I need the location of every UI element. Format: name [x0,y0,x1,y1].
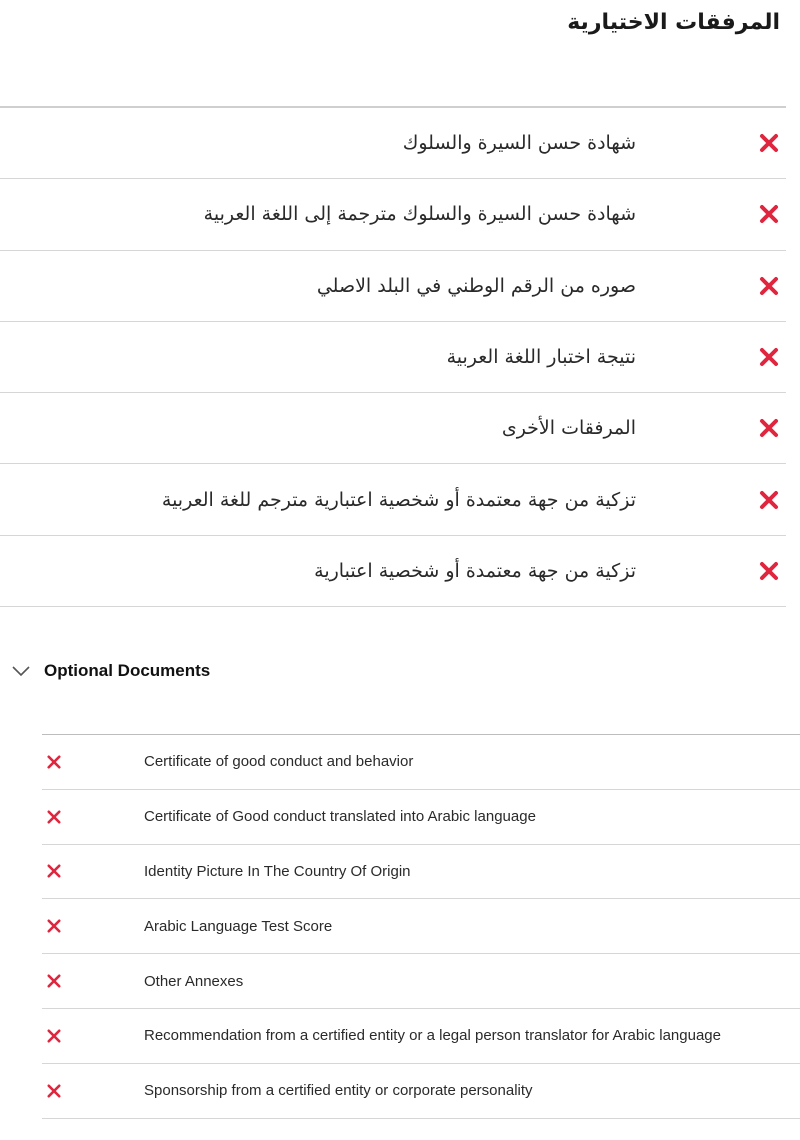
arabic-document-row [0,179,786,250]
close-icon [757,345,781,369]
optional-documents-title: Optional Documents [44,661,211,680]
close-icon [757,274,781,298]
chevron-down-icon[interactable] [10,660,32,682]
english-document-label: Sponsorship from a certified entity or corporate personality [144,1082,533,1100]
close-icon [45,808,63,826]
arabic-document-list [0,106,786,607]
english-document-row [42,1064,800,1119]
arabic-document-label: نتيجة اختبار اللغة العربية [446,346,636,369]
arabic-document-row [0,536,786,607]
arabic-document-row [0,393,786,464]
close-icon [757,202,781,226]
arabic-document-row [0,322,786,393]
optional-documents-header[interactable] [10,655,210,687]
arabic-document-label: صوره من الرقم الوطني في البلد الاصلي [316,274,636,297]
english-document-label: Identity Picture In The Country Of Origin [144,862,411,880]
close-icon [757,131,781,155]
close-icon [45,1082,63,1100]
english-document-label: Certificate of good conduct and behavior [144,753,414,771]
close-icon [45,917,63,935]
english-document-row [42,954,800,1009]
english-document-row [42,845,800,900]
close-icon [45,1027,63,1045]
arabic-document-label: المرفقات الأخرى [501,417,636,440]
arabic-document-label: تزكية من جهة معتمدة أو شخصية اعتبارية [314,559,636,582]
close-icon [757,488,781,512]
close-icon [757,559,781,583]
english-document-list [42,734,800,1119]
close-icon [45,753,63,771]
english-document-row [42,899,800,954]
arabic-document-label: شهادة حسن السيرة والسلوك مترجمة إلى اللغة العربية [203,203,636,226]
arabic-document-row [0,464,786,535]
close-icon [757,416,781,440]
close-icon [45,862,63,880]
close-icon [45,972,63,990]
arabic-document-label: شهادة حسن السيرة والسلوك [402,132,636,155]
english-document-label: Certificate of Good conduct translated into Arabic language [144,808,536,826]
arabic-document-row [0,108,786,179]
english-document-row [42,735,800,790]
english-document-label: Arabic Language Test Score [144,917,333,935]
english-document-row [42,1009,800,1064]
arabic-section-title: المرفقات الاختيارية [567,10,780,35]
arabic-document-row [0,251,786,322]
english-document-label: Recommendation from a certified entity or a legal person translator for Arabic language [144,1027,721,1045]
arabic-document-label: تزكية من جهة معتمدة أو شخصية اعتبارية مترجم للغة العربية [161,488,636,511]
english-document-label: Other Annexes [144,972,244,990]
english-document-row [42,790,800,845]
